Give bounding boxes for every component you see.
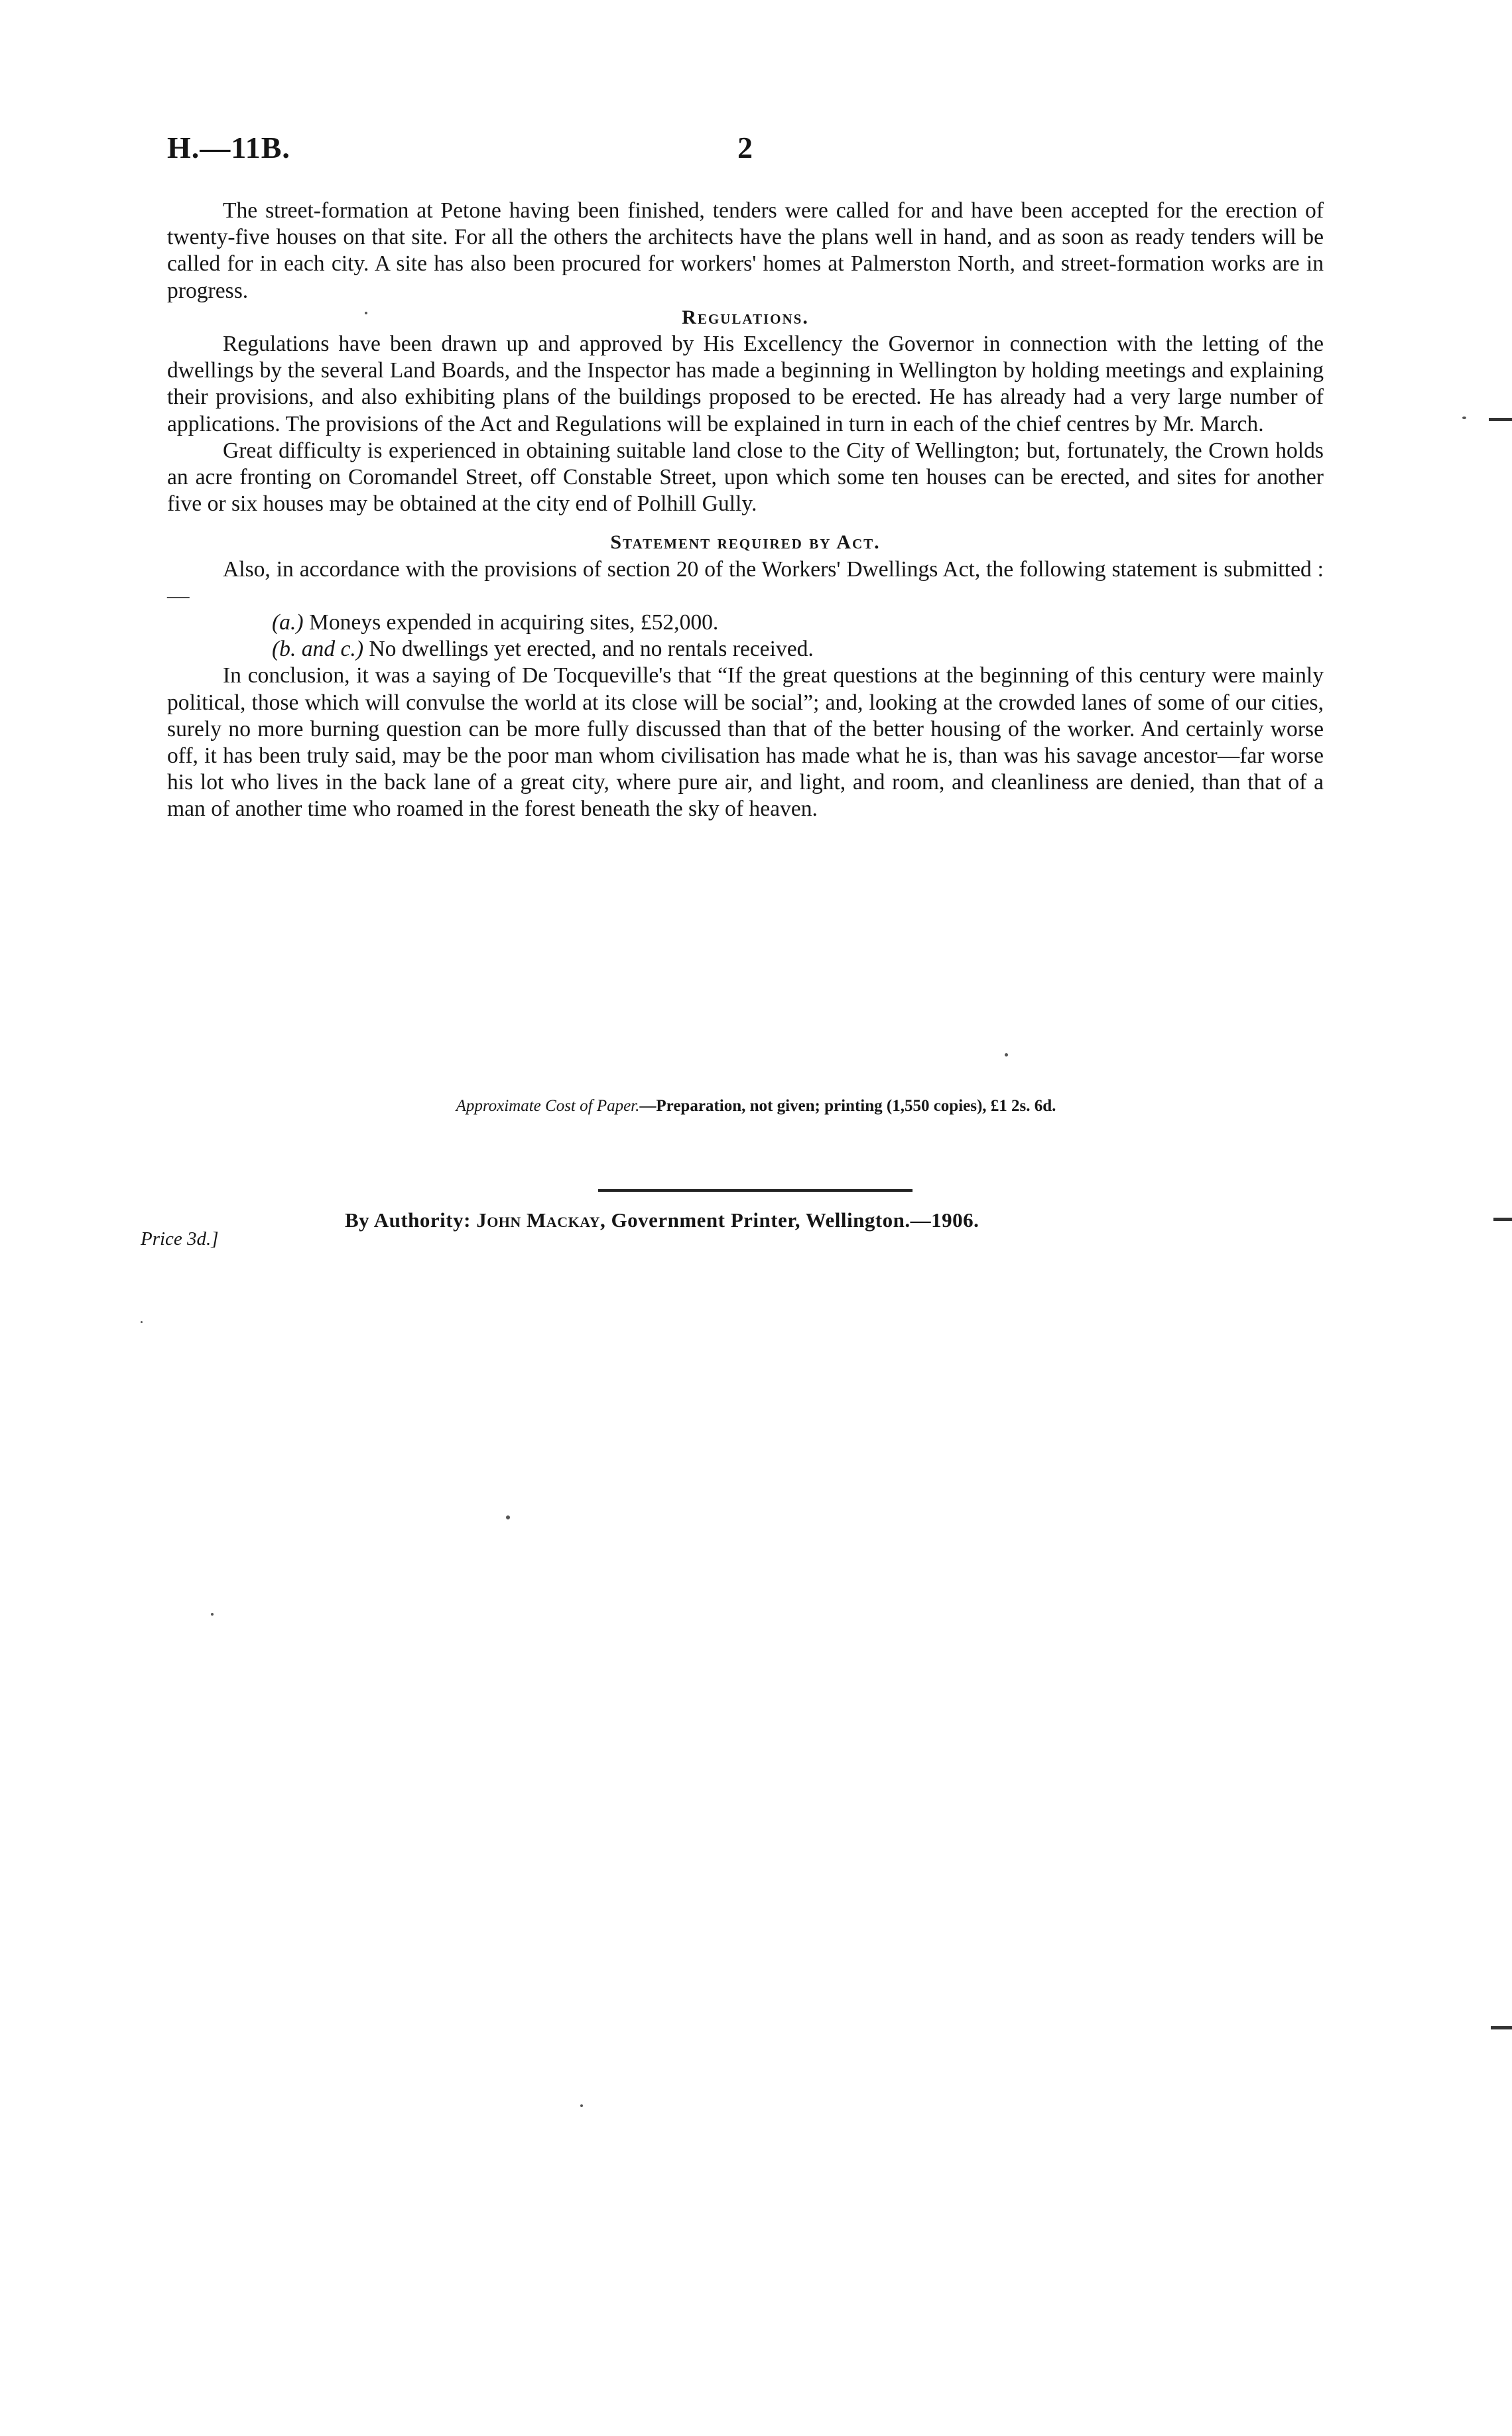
list-item-b-c [167, 636, 1324, 663]
imprint-printer: John Mackay, [476, 1208, 606, 1232]
list-marker: (b. and c.) [272, 637, 364, 662]
list-text: No dwellings yet erected, and no rentals received. [369, 637, 814, 662]
list-text: Moneys expended in acquiring sites, £52,000. [308, 610, 719, 635]
heading-regulations: Regulations. [682, 306, 809, 328]
imprint-lead: By Authority: [345, 1208, 471, 1232]
document-code: H.—11B. [167, 131, 290, 164]
cost-of-paper-note [0, 1097, 1512, 1116]
paragraph-conclusion: In conclusion, it was a saying of De Tocqueville's that “If the great questions at the beginning of this century were mainly political, those which will convulse the world at its close will be social”; and, looking at the crowded lanes of some of our cities, surely no more burning question can be more fully discussed than that of the better housing of the worker. And certainly worse off, it has been truly said, may be the poor man whom civilisation has made what he is, than was his savage ancestor—far worse his lot who lives in the back lane of a great city, where pure air, and light, and room, and cleanliness are denied, than that of a man of another time who roamed in the forest beneath the sky of heaven. [167, 663, 1324, 822]
list-item-a [167, 609, 1324, 636]
scan-speck [580, 2104, 583, 2107]
paragraph-petone: The street-formation at Petone having been finished, tenders were called for and have been accepted for the erection of twenty-five houses on that site. For all the others the architects have the plans well in hand, and as soon as ready tenders will be called for in each city. A site has also been procured for workers' homes at Palmerston North, and street-formation works are in progress. [167, 198, 1324, 303]
printer-imprint [345, 1208, 979, 1232]
scan-speck [141, 1321, 143, 1323]
cost-note-detail: —Preparation, not given; printing (1,550 copies), £1 2s. 6d. [639, 1097, 1056, 1115]
price-note: Price 3d.] [141, 1228, 219, 1250]
page-number: 2 [737, 131, 753, 164]
scan-speck [1005, 1053, 1008, 1057]
scan-edge-mark [1493, 1218, 1512, 1221]
scan-speck [1462, 417, 1466, 419]
paragraph-regulations: Regulations have been drawn up and approved by His Excellency the Governor in connection with the letting of the dwellings by the several Land Boards, and the Inspector has made a beginning in Wellington by holding meetings and explaining their provisions, and also exhibiting plans of the buildings proposed to be erected. He has already had a very large number of applications. The provisions of the Act and Regulations will be explained in turn in each of the chief centres by Mr. March. [167, 332, 1324, 436]
imprint-rest: Government Printer, Wellington.—1906. [611, 1208, 979, 1232]
footer-divider [598, 1189, 913, 1192]
page-header [167, 130, 1324, 170]
scan-speck [365, 312, 367, 314]
list-marker: (a.) [272, 610, 304, 635]
cost-note-lead: Approximate Cost of Paper. [456, 1097, 640, 1115]
scan-edge-mark [1491, 2026, 1512, 2029]
paragraph-statement-intro: Also, in accordance with the provisions of section 20 of the Workers' Dwellings Act, the following statement is submitted :— [167, 556, 1324, 608]
scan-speck [211, 1613, 214, 1616]
scan-edge-mark [1489, 418, 1512, 421]
body-text [167, 198, 1324, 823]
paragraph-wellington-land: Great difficulty is experienced in obtaining suitable land close to the City of Wellington; but, fortunately, the Crown holds an acre fronting on Coromandel Street, off Constable Street, upon which some ten houses can be erected, and sites for another five or six houses may be obtained at the city end of Polhill Gully. [167, 438, 1324, 517]
scan-speck [506, 1515, 510, 1519]
heading-statement: Statement required by Act. [610, 531, 881, 554]
